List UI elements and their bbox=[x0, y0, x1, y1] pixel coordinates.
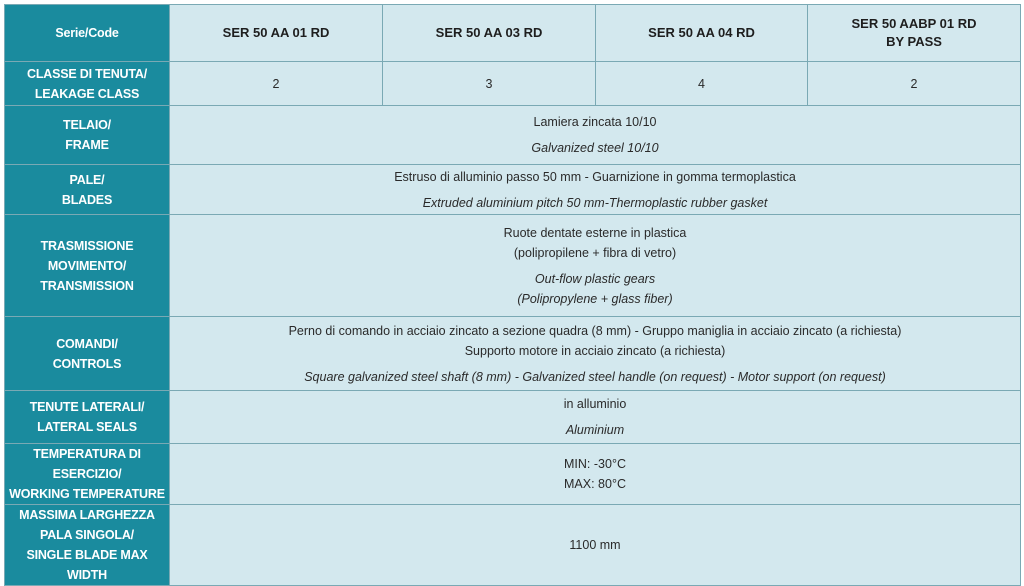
temperature-row bbox=[5, 444, 1021, 505]
seals-value-en: Aluminium bbox=[565, 423, 625, 437]
temperature-max: MAX: 80°C bbox=[564, 477, 626, 491]
blades-value-it: Estruso di alluminio passo 50 mm - Guarnizione in gomma termoplastica bbox=[394, 169, 796, 184]
seals-row bbox=[5, 391, 1021, 444]
blades-label-it: PALE/ bbox=[69, 172, 105, 187]
max-width-value: 1100 mm bbox=[170, 505, 1021, 586]
blades-value bbox=[170, 165, 1021, 215]
max-width-label-2: PALA SINGOLA/ bbox=[40, 528, 134, 542]
leakage-label bbox=[5, 62, 170, 106]
leakage-label-en: LEAKAGE CLASS bbox=[34, 86, 140, 101]
temperature-value bbox=[170, 444, 1021, 505]
frame-label-en: FRAME bbox=[65, 138, 109, 152]
transmission-value-it-1: Ruote dentate esterne in plastica bbox=[503, 225, 687, 240]
code-column-4-line2: BY PASS bbox=[886, 34, 942, 49]
transmission-label-en: TRANSMISSION bbox=[40, 278, 134, 293]
leakage-label-it: CLASSE DI TENUTA/ bbox=[27, 66, 147, 81]
temperature-min: MIN: -30°C bbox=[564, 457, 626, 471]
controls-row bbox=[5, 317, 1021, 391]
controls-value-en: Square galvanized steel shaft (8 mm) - Galvanized steel handle (on request) - Motor support (on request) bbox=[304, 369, 886, 384]
code-column-4 bbox=[808, 5, 1021, 62]
controls-label-en: CONTROLS bbox=[52, 356, 122, 371]
temperature-label-it: TEMPERATURA DI ESERCIZIO/ bbox=[33, 447, 141, 481]
controls-label-it: COMANDI/ bbox=[56, 336, 118, 351]
code-column-2: SER 50 AA 03 RD bbox=[383, 5, 596, 62]
leakage-value-4: 2 bbox=[808, 62, 1021, 106]
serie-code-label: Serie/Code bbox=[5, 5, 170, 62]
transmission-value-en-1: Out-flow plastic gears bbox=[534, 271, 656, 286]
frame-value-en: Galvanized steel 10/10 bbox=[531, 141, 659, 155]
code-column-4-line1: SER 50 AABP 01 RD bbox=[851, 16, 977, 31]
blades-row bbox=[5, 165, 1021, 215]
spec-table bbox=[4, 4, 1021, 586]
frame-row bbox=[5, 106, 1021, 165]
seals-label bbox=[5, 391, 170, 444]
controls-value bbox=[170, 317, 1021, 391]
blades-label-en: BLADES bbox=[61, 192, 113, 207]
seals-value bbox=[170, 391, 1021, 444]
frame-label-it: TELAIO/ bbox=[63, 118, 111, 132]
max-width-label-3: SINGLE BLADE MAX WIDTH bbox=[26, 548, 148, 582]
frame-value-it: Lamiera zincata 10/10 bbox=[533, 115, 657, 129]
seals-value-it: in alluminio bbox=[563, 397, 627, 411]
max-width-label bbox=[5, 505, 170, 586]
seals-label-en: LATERAL SEALS bbox=[37, 420, 137, 434]
frame-value bbox=[170, 106, 1021, 165]
leakage-row bbox=[5, 62, 1021, 106]
leakage-value-3: 4 bbox=[596, 62, 808, 106]
header-row bbox=[5, 5, 1021, 62]
blades-value-en: Extruded aluminium pitch 50 mm-Thermoplastic rubber gasket bbox=[422, 195, 768, 210]
frame-label bbox=[5, 106, 170, 165]
leakage-value-2: 3 bbox=[383, 62, 596, 106]
transmission-row bbox=[5, 215, 1021, 317]
transmission-value-it-2: (polipropilene + fibra di vetro) bbox=[513, 245, 677, 260]
controls-value-it-1: Perno di comando in acciaio zincato a sezione quadra (8 mm) - Gruppo maniglia in acciaio zincato (a richiesta) bbox=[288, 323, 902, 338]
transmission-value-en-2: (Polipropylene + glass fiber) bbox=[517, 291, 673, 306]
max-width-label-1: MASSIMA LARGHEZZA bbox=[19, 508, 155, 522]
code-column-1: SER 50 AA 01 RD bbox=[170, 5, 383, 62]
controls-value-it-2: Supporto motore in acciaio zincato (a richiesta) bbox=[464, 343, 726, 358]
max-width-row bbox=[5, 505, 1021, 586]
blades-label bbox=[5, 165, 170, 215]
transmission-value bbox=[170, 215, 1021, 317]
code-column-3: SER 50 AA 04 RD bbox=[596, 5, 808, 62]
leakage-value-1: 2 bbox=[170, 62, 383, 106]
transmission-label bbox=[5, 215, 170, 317]
controls-label bbox=[5, 317, 170, 391]
seals-label-it: TENUTE LATERALI/ bbox=[29, 400, 145, 414]
transmission-label-it: TRASMISSIONE MOVIMENTO/ bbox=[40, 238, 134, 273]
temperature-label-en: WORKING TEMPERATURE bbox=[9, 487, 165, 501]
temperature-label bbox=[5, 444, 170, 505]
